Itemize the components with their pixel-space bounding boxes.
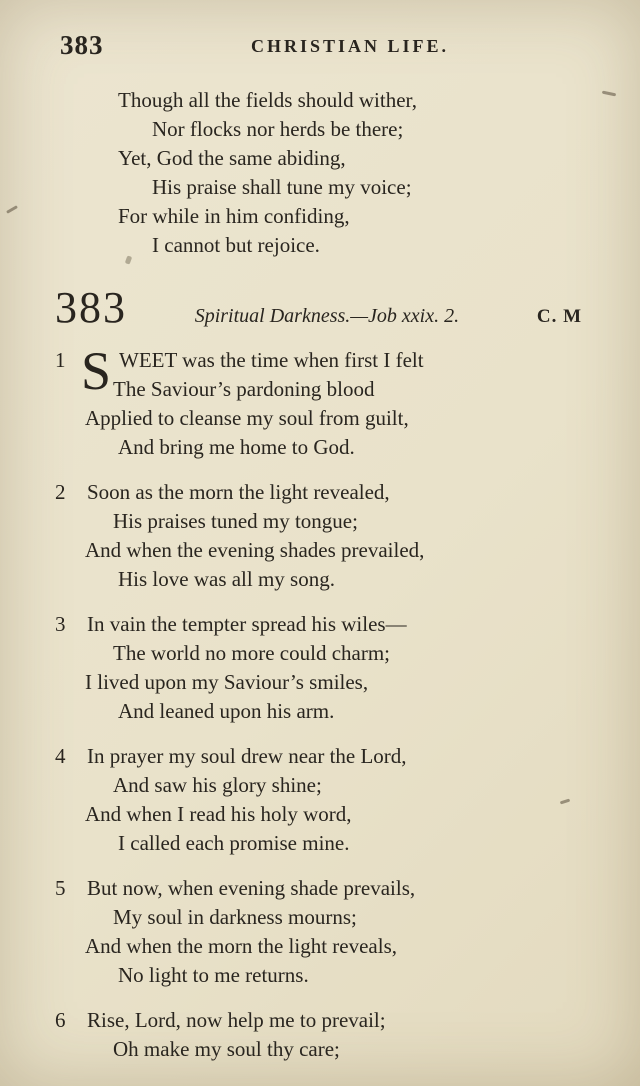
verse-number: 1 (55, 348, 66, 372)
verse-line-text: But now, when evening shade prevails, (87, 876, 416, 900)
poem-line: His praise shall tune my voice; (152, 175, 412, 199)
verse-line: Applied to cleanse my soul from guilt, (85, 406, 409, 430)
poem-line: Though all the fields should wither, (118, 88, 417, 112)
running-head: CHRISTIAN LIFE. (250, 36, 450, 56)
verse-line: And leaned upon his arm. (118, 699, 335, 723)
verse-number: 4 (55, 744, 66, 768)
hymn-meter: C. M (536, 306, 582, 327)
verse-line: The world no more could charm; (113, 641, 390, 665)
hymn-number: 383 (55, 283, 127, 332)
page-number: 383 (60, 30, 104, 60)
verse-line: WEET was the time when first I felt (119, 348, 424, 372)
hymn-verse-3 (55, 610, 620, 726)
poem-line: For while in him confiding, (118, 204, 350, 228)
scan-artifact (125, 255, 132, 264)
verse-line-text: Soon as the morn the light revealed, (87, 480, 390, 504)
poem-line: Yet, God the same abiding, (118, 146, 346, 170)
verse-line: The Saviour’s pardoning blood (113, 377, 375, 401)
hymn-verse-2 (55, 478, 620, 594)
hymn-title-text: Spiritual Darkness. (194, 305, 351, 327)
verse-line (55, 478, 620, 507)
verse-line: And when I read his holy word, (85, 802, 352, 826)
hymn-verse-6 (55, 1006, 620, 1064)
poem-line: Nor flocks nor herds be there; (152, 117, 404, 141)
verse-line-text: In prayer my soul drew near the Lord, (87, 744, 407, 768)
hymn-verse-4 (55, 742, 620, 858)
verse-line: His praises tuned my tongue; (113, 509, 358, 533)
verse-number: 3 (55, 612, 66, 636)
page-header (0, 0, 640, 70)
verse-line: I lived upon my Saviour’s smiles, (85, 670, 369, 694)
hymn-scripture-reference: —Job xxix. 2. (350, 305, 460, 327)
verse-line: His love was all my song. (118, 567, 335, 591)
verse-line: No light to me returns. (118, 963, 309, 987)
verse-number: 6 (55, 1008, 66, 1032)
verse-line: I called each promise mine. (118, 831, 350, 855)
verse-line: And bring me home to God. (118, 435, 355, 459)
verse-line: And when the evening shades prevailed, (85, 538, 425, 562)
verse-line: Oh make my soul thy care; (113, 1037, 340, 1061)
verse-line (55, 1006, 620, 1035)
verse-number: 2 (55, 480, 66, 504)
verse-line (55, 610, 620, 639)
verse-line (55, 874, 620, 903)
dropcap-initial: S (81, 341, 112, 401)
previous-hymn-ending (118, 86, 640, 260)
hymn-verse-5 (55, 874, 620, 990)
hymn-title (127, 305, 537, 328)
verse-line: And saw his glory shine; (113, 773, 322, 797)
verse-line-text: Rise, Lord, now help me to prevail; (87, 1008, 386, 1032)
hymn-verse-1 (55, 341, 620, 462)
verse-line (55, 742, 620, 771)
verse-line: And when the morn the light reveals, (85, 934, 398, 958)
verse-line-text: In vain the tempter spread his wiles— (87, 612, 407, 636)
hymn-heading (55, 284, 582, 332)
poem-line: I cannot but rejoice. (152, 233, 320, 257)
verse-number: 5 (55, 876, 66, 900)
verse-line: My soul in darkness mourns; (113, 905, 357, 929)
scan-artifact (6, 205, 18, 214)
